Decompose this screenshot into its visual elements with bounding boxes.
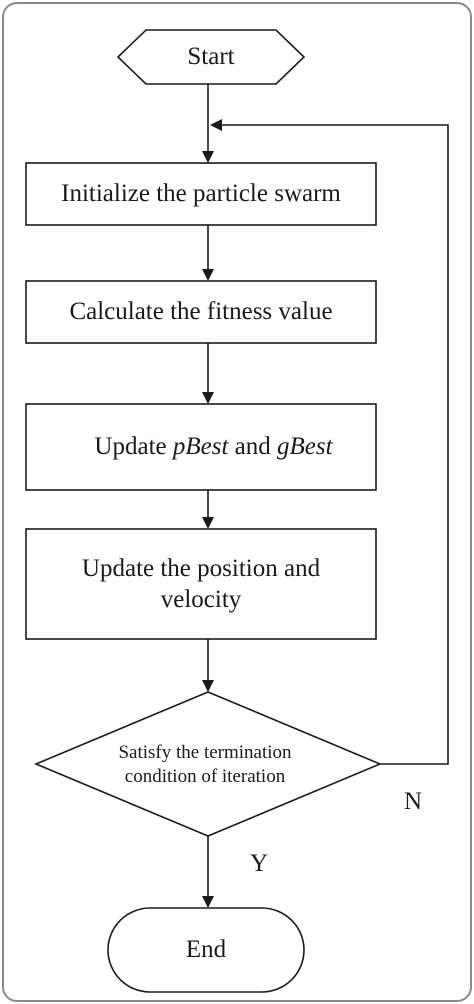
- start-label: Start: [187, 43, 235, 71]
- figure-border: [3, 3, 471, 1001]
- end-label: End: [185, 936, 227, 964]
- yes-branch-label: Y: [250, 850, 269, 877]
- pbest-variable: pBest: [172, 433, 229, 461]
- update-position-label: [26, 529, 376, 639]
- no-branch-label: N: [404, 788, 423, 815]
- update-best-middle: and: [228, 433, 278, 461]
- update-position-line-1: Update the position and: [81, 554, 321, 582]
- decision-line-2: condition of iteration: [124, 766, 286, 787]
- decision-label: [80, 720, 330, 810]
- update-best-prefix: Update: [94, 433, 173, 461]
- update-position-line-2: velocity: [160, 586, 242, 613]
- decision-line-1: Satisfy the termination: [118, 742, 292, 764]
- fitness-label: Calculate the fitness value: [69, 298, 333, 326]
- gbest-variable: gBest: [277, 433, 333, 461]
- update-best-label: [26, 404, 376, 490]
- initialize-label: Initialize the particle swarm: [61, 180, 341, 208]
